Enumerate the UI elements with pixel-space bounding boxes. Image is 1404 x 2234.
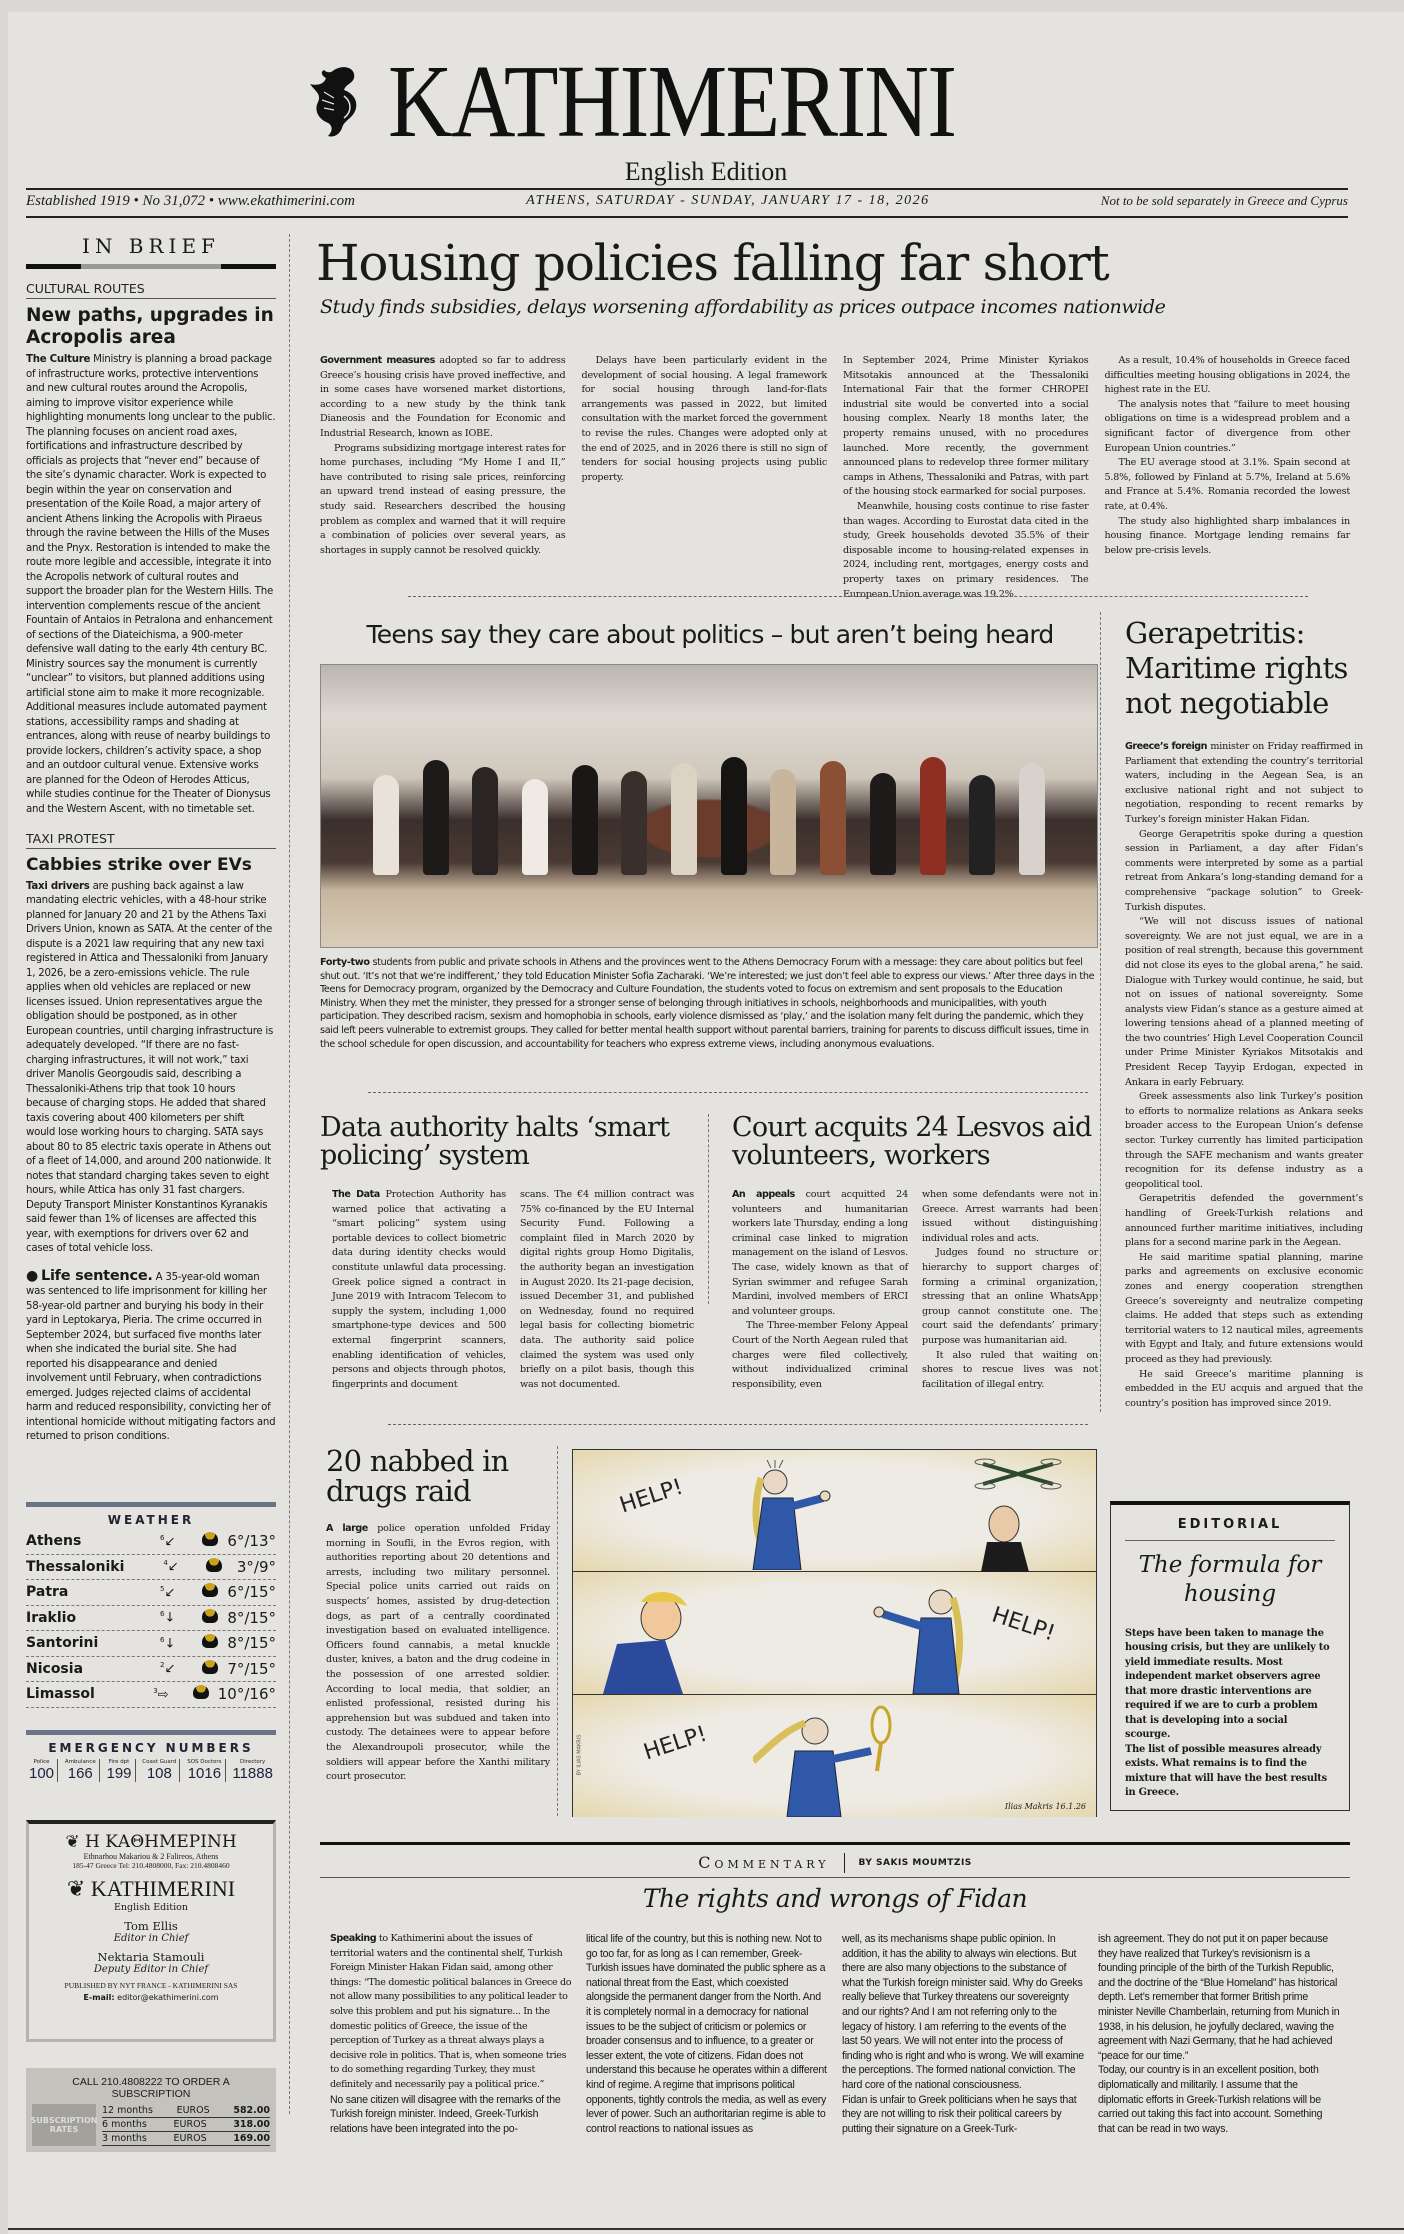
wind-arrow-icon: $^6$↓ — [160, 1610, 176, 1626]
weather-row — [26, 1631, 276, 1657]
help-speech: HELP! — [640, 1721, 711, 1766]
rain-cloud-icon — [184, 1685, 218, 1703]
emergency-number — [229, 1759, 276, 1782]
commentary-col-4: ish agreement. They do not put it on paper because they have realized that Turkey’s revisionism is a founding principle of the birth of the Turkish Republic, and the doctrine of the “Blue Homeland” has historical depth. Let’s remember that former British prime minister Neville Chamberlain, returning from Munich in 1938, in his delusion, he joyfully declared, waving the agreement with Nazi Germany, that he had achieved “peace for our time.” Today, our country is in an excellent position, both diplomatically and militarily. I assume that the diplomatic efforts in Greek-Turkish relations will be carried out taking this fact into account. Something that can be read in two ways. — [1098, 1933, 1340, 2135]
emergency-label: Police — [33, 1759, 50, 1765]
subscription-box — [26, 2068, 276, 2152]
emergency-label: Directory — [239, 1759, 266, 1765]
imprint-box — [26, 1820, 276, 2042]
photo-people — [361, 755, 1057, 875]
wind-arrow-icon: $^6$↙ — [160, 1533, 176, 1549]
weather-city: Thessaloniki — [26, 1558, 125, 1575]
email-line: E-mail: editor@ekathimerini.com — [83, 1993, 219, 2002]
weather-city: Patra — [26, 1584, 69, 1601]
brief-text: Ministry is planning a broad package of infrastructure works, protective interventions and new cultural routes around the Acropolis, aiming to improve visitor experience while highlighting monuments long unclear to the public. The planning focuses on ancient road axes, fortifications and infrastructure described by officials as projects that “never end” because of the site’s dynamic character. Work is expected to begin within the year on conservation and presentation of the Koile Road, a major artery of ancient Athens linking the Acropolis with Piraeus through the ravine between the Hills of the Muses and the Pnyx. Restoration is intended to make the route more legible and accessible, integrate it into the Acropolis network of cultural routes and support the broader plan for the Western Hills. The intervention complements rescue of the ancient Fountain of Antaios in Petralona and enhancement of sections of the Diateichisma, a 900-meter defensive wall dating to the early 4th century BC. Ministry sources say the monument is currently “unclear” to visitors, but planned additions using artificial stone aim to make it more recognizable. Additional measures include automated payment stations, accessibility ramps and shading at entrances, along with reuse of nearby buildings to provide lockers, children’s activity space, a shop and an outdoor cultural venue. Extensive works are planned for the Odeon of Herodes Atticus, while studies continue for the Theater of Dionysus and the Western Ascent, with no timetable set. — [26, 354, 276, 815]
imprint-title: ❦ KATHIMERINI — [66, 1876, 236, 1901]
brief-body — [26, 880, 276, 1257]
editorial-label: EDITORIAL — [1125, 1517, 1335, 1541]
rain-cloud-icon — [192, 1609, 227, 1627]
brief-headline: Cabbies strike over EVs — [26, 855, 252, 876]
editorial-text: Steps have been taken to manage the housing crisis, but they are unlikely to yield immediate results. Most independent market observers agree that more drastic interventions are required if we are to curb a problem that is developing into a social scourge. The list of possible measures already exists. What remains is to find the mixture that will have the best results in Greece. — [1125, 1627, 1330, 1798]
eu-woman-figure-icon — [723, 1458, 833, 1570]
weather-city: Iraklio — [26, 1609, 77, 1626]
rain-cloud-icon — [192, 1532, 227, 1550]
emergency-number — [103, 1759, 135, 1782]
weather-title: WEATHER — [107, 1513, 195, 1527]
imprint-edition: English Edition — [114, 1902, 188, 1913]
weather-temp: 7°/15° — [227, 1659, 276, 1678]
weather-row — [26, 1606, 276, 1632]
weather-table — [26, 1529, 276, 1708]
column-divider — [1100, 612, 1101, 1412]
bullet-icon: ● — [26, 1267, 38, 1284]
data-story-headline: Data authority halts ‘smart policing’ system — [320, 1112, 670, 1172]
lead-story-body — [320, 354, 1350, 602]
wind-arrow-icon: $^3$⇨ — [153, 1686, 169, 1702]
weather-row — [26, 1657, 276, 1683]
emergency-number — [62, 1759, 100, 1782]
sale-notice: Not to be sold separately in Greece and Cyprus — [1100, 193, 1348, 208]
weather-temp: 8°/15° — [227, 1608, 276, 1627]
students-group-photo — [320, 664, 1098, 948]
in-brief-title: IN BRIEF — [82, 234, 220, 258]
lead-col-2: Delays have been particularly evident in the development of social housing. A legal framework for social housing through land-for-flats arrangements was passed in 2022, but limited consultation with the market forced the government to revise the rules. Changes were adopted only at the end of 2025, and in 2026 there is still no sign of tenders for social housing projects using public property. — [581, 355, 827, 483]
emergency-bar — [26, 1730, 276, 1735]
gerapetritis-body: Greece’s foreign minister on Friday reaffirmed in Parliament that extending the country’s territorial waters, including in the Aegean Sea, is an exclusive national right and not subject to negotiation, responding to recent remarks by Turkey’s foreign minister Hakan Fidan. George Gerapetritis spoke during a question session in Parliament, a day after Fidan’s comments were interpreted by some as a partial retreat from Ankara’s long-standing demand for a comprehensive “package solution” to Greek-Turkish disputes. “We will not discuss issues of national sovereignty. We are not just equal, we are in a position of real strength, because this government did not close its eyes to the global arena,” he said. Dialogue with Turkey would continue, he said, but not on issues of national sovereignty. Some analysts view Fidan’s stance as a gesture aimed at lowering tensions ahead of a planned meeting of the two countries’ High Level Cooperation Council under Prime Minister Kyriakos Mitsotakis and President Recep Tayyip Erdogan, expected in Ankara in early February. Greek assessments also link Turkey’s position to efforts to normalize relations as Ankara seeks broader access to the European Union’s defense sector. Turkey currently has limited participation through the SAFE mechanism and wants greater recognition for its defense industry as a geopolitical tool. Gerapetritis defended the government’s handling of Greek-Turkish relations and announced further maritime initiatives, including plans for a second marine park in the Aegean. He said maritime spatial planning, marine parks and agreements on exclusive economic zones and energy cooperation strengthen Greece’s sovereignty and neutralize competing claims. He added that steps such as extending territorial waters to 12 nautical miles, agreements with Egypt and Italy, and future extensions would proceed as they had previously. He said Greece’s maritime planning is embedded in the EU acquis and argued that the country’s position has improved since 2019. — [1125, 741, 1363, 1409]
brief-headline: Life sentence. — [40, 1267, 153, 1284]
lead-col-4: As a result, 10.4% of households in Greece faced difficulties meeting housing obligations in 2024, the highest rate in the EU. The analysis notes that “failure to meet housing obligations on time is a widespread problem and a significant factor of divergence from other European Union countries.” The EU average stood at 3.1%. Spain second at 5.8%, followed by Finland at 5.7%, Ireland at 5.6% and France at 5.4%. Romania recorded the lowest rate, at 0.4%. The study also highlighted sharp imbalances in housing finance. Mortgage lending remains far below pre-crisis levels. — [1104, 355, 1350, 556]
page-bottom-rule — [8, 2228, 1404, 2230]
lead-headline: Housing policies falling far short — [316, 234, 1109, 292]
dashed-separator — [388, 1424, 1088, 1425]
brief-story — [26, 281, 276, 817]
commentary-separator — [844, 1853, 845, 1873]
editorial-box — [1110, 1501, 1350, 1811]
drugs-story-headline: 20 nabbed in drugs raid — [326, 1444, 509, 1509]
column-divider — [557, 1446, 558, 1816]
commentary-header — [320, 1848, 1350, 1878]
emergency-value: 166 — [67, 1765, 93, 1782]
rain-cloud-icon — [196, 1558, 232, 1576]
weather-city: Athens — [26, 1533, 82, 1550]
subscription-grid — [32, 2104, 270, 2146]
weather-city: Santorini — [26, 1635, 99, 1652]
cartoon-signature: Ilias Makris 16.1.26 — [1004, 1802, 1086, 1811]
wind-arrow-icon: $^2$↙ — [160, 1661, 176, 1677]
rain-cloud-icon — [192, 1660, 227, 1678]
subscription-label: SUBSCRIPTION RATES — [32, 2104, 96, 2146]
weather-temp: 6°/15° — [227, 1583, 276, 1602]
weather-box — [26, 1502, 276, 1708]
masthead-rule-bottom — [26, 216, 1348, 218]
masthead-title: KATHIMERINI — [388, 44, 956, 159]
subscription-rate-row: 6 months EUROS 318.00 — [102, 2119, 270, 2130]
commentary-col-3: well, as its mechanisms shape public opinion. In addition, it has the ability to always win elections. But there are also many objections to the substance of what the Turkish foreign minister said. Why do Greeks really believe that Turkey threatens our sovereignty and our rights? And I am not referring only to the legacy of history. I am referring to the events of the last 50 years. We will not enter into the process of finding who is right and who is wrong. We will examine the perceptions. The formed national conviction. The hard core of the national consciousness. Fidan is unfair to Greek politicians when he says that they are not willing to risk their political careers by putting their signature on a Greek-Turk- — [842, 1933, 1084, 2135]
column-divider — [708, 1114, 709, 1304]
help-speech: HELP! — [988, 1602, 1059, 1647]
help-speech: HELP! — [616, 1474, 687, 1519]
man-blue-suit-figure-icon — [603, 1584, 703, 1694]
weather-temp: 10°/16° — [217, 1685, 276, 1704]
griffin-small-icon: ❦ — [65, 1832, 85, 1852]
cartoon-panel-1 — [573, 1450, 1096, 1572]
rain-cloud-icon — [192, 1583, 227, 1601]
cartoon-panel-2 — [573, 1572, 1096, 1695]
weather-city: Limassol — [26, 1686, 95, 1703]
griffin-logo-icon — [304, 62, 374, 142]
commentary-col-2: litical life of the country, but this is nothing new. Not to go too far, for as long as I can remember, Greek-Turkish issues have dominated the public sphere as a national threat from the East, which coexisted alongside the permanent danger from the North. And it is completely normal in a democracy for national issues to be the subject of criticism or polemics or broader consensus and to influence, to a greater or lesser extent, the vote of citizens. Fidan does not understand this because he operates within a different kind of regime. A regime that imprisons political opponents, tightly controls the media, as well as every lever of power. Such an authoritarian regime is able to control reactions to national issues as — [586, 1933, 827, 2135]
emergency-number — [139, 1759, 180, 1782]
weather-bar — [26, 1502, 276, 1507]
weather-temp: 3°/9° — [236, 1557, 276, 1576]
emergency-value: 108 — [146, 1765, 172, 1782]
emergency-label: SOS Doctors — [187, 1759, 222, 1765]
deputy-role: Deputy Editor in Chief — [93, 1964, 209, 1975]
brief-body — [26, 353, 276, 817]
weather-city: Nicosia — [26, 1660, 84, 1677]
weather-temp: 8°/15° — [227, 1634, 276, 1653]
wind-arrow-icon: $^5$↙ — [160, 1584, 176, 1600]
newspaper-front-page — [8, 12, 1404, 2234]
masthead — [8, 44, 1404, 159]
subscription-rate-row: 3 months EUROS 169.00 — [102, 2133, 270, 2144]
dateline: ATHENS, SATURDAY - SUNDAY, JANUARY 17 - 18, 2026 — [526, 193, 930, 208]
rain-cloud-icon — [192, 1634, 227, 1652]
drone-icon — [973, 1454, 1063, 1494]
commentary-label: Commentary — [698, 1853, 830, 1872]
emergency-value: 100 — [29, 1765, 55, 1782]
brief-kicker: TAXI PROTEST — [26, 831, 276, 849]
emergency-value: 199 — [106, 1765, 132, 1782]
emergency-label: Coast Guard — [142, 1759, 177, 1765]
imprint-address-2: 185-47 Greece Tel: 210.4808000, Fax: 210.4808460 — [72, 1861, 230, 1870]
weather-temp: 6°/13° — [227, 1532, 276, 1551]
brief-text: A 35-year-old woman was sentenced to life imprisonment for killing her 58-year-old partner and burying his body in their yard in Leptokarya, Pieria. The crime occurred in September 2024, but surfaced five months later when she indicated the burial site. She had reported his disappearance and denied involvement until February, when contradictions emerged. Judges rejected claims of accidental harm and reduced responsibility, convicting her of intentional homicide without mitigating factors and returned to prison conditions. — [26, 1271, 276, 1443]
drugs-story-body: A large police operation unfolded Friday morning in Soufli, in the Evros region, with authorities reporting about 20 detentions and arrests, including two military personnel. Special police units carried out raids on suspects’ homes, assisted by drug-detection dogs, as part of a centrally coordinated investigation based on evaluated intelligence. Officers found cannabis, a metal knuckle duster, knives, a baton and the drug codeine in the possession of one arrested soldier. According to local media, that soldier, an enlisted professional, resisted during his apprehension but was subdued and taken into custody. The detainees were to appear before the Alexandroupoli prosecutor, while the soldiers will appear before the Xanthi military court prosecutor. — [326, 1523, 550, 1783]
political-cartoon — [572, 1449, 1097, 1817]
eu-woman-figure-icon — [863, 1578, 993, 1694]
emergency-label: Ambulance — [64, 1759, 96, 1765]
lead-deck: Study finds subsidies, delays worsening affordability as prices outpace incomes nationwide — [320, 296, 1166, 318]
weather-row — [26, 1682, 276, 1708]
email-link[interactable]: editor@ekathimerini.com — [117, 1993, 219, 2002]
gerapetritis-headline: Gerapetritis: Maritime rights not negotiable — [1125, 616, 1348, 720]
deputy-name: Nektaria Stamouli — [97, 1950, 205, 1964]
subscription-rates — [102, 2104, 270, 2146]
column-divider — [289, 234, 290, 2114]
brief-story — [26, 831, 276, 1256]
edition-label: English Edition — [624, 157, 788, 186]
emergency-box — [26, 1730, 276, 1782]
wind-arrow-icon: $^4$↙ — [163, 1559, 179, 1575]
editor-role: Editor in Chief — [113, 1933, 189, 1944]
commentary-byline: BY SAKIS MOUMTZIS — [858, 1857, 972, 1868]
emergency-number — [184, 1759, 225, 1782]
editorial-title: The formula for housing — [1138, 1552, 1322, 1607]
publisher: PUBLISHED BY NYT FRANCE - KATHIMERINI SAS — [64, 1981, 238, 1990]
wind-arrow-icon: $^6$↓ — [160, 1635, 176, 1651]
weather-row — [26, 1555, 276, 1581]
emergency-number — [26, 1759, 58, 1782]
commentary-title: The rights and wrongs of Fidan — [642, 1884, 1028, 1913]
brief-text: are pushing back against a law mandating electric vehicles, with a 48-hour strike planned for January 20 and 21 by the Athens Taxi Drivers Union, known as SATA. At the center of the dispute is a 2021 law requiring that any new taxi registered in Attica and Thessaloniki from January 1, 2026, be a zero-emissions vehicle. The rule applies when old vehicles are replaced or new licenses issued. Union representatives argue the obligation should be postponed, as in other European countries, until charging infrastructure is adequately developed. “If there are no fast-charging infrastructures, it will not work,” taxi driver Manolis Georgoudis said, describing a Thessaloniki-Athens trip that took 10 hours because of charging stops. He added that shared taxis covering about 400 kilometers per shift would lose working hours to charging. SATA says about 80 to 85 electric taxis operate in Athens out of a fleet of 14,000, and around 200 nationwide. It notes that standard charging takes seven to eight hours, while Attica has only 31 fast chargers. Deputy Transport Minister Konstantinos Kyranakis said fewer than 1% of licenses are affected this year, with exemptions for drivers over 62 and cases of total vehicle loss. — [26, 880, 274, 1255]
editor-name: Tom Ellis — [124, 1919, 178, 1933]
griffin-small-icon: ❦ — [66, 1876, 91, 1901]
emergency-title: EMERGENCY NUMBERS — [48, 1741, 254, 1755]
brief-lead: The Culture — [26, 354, 91, 366]
brief-lead: Taxi drivers — [26, 880, 90, 892]
court-story-body: An appeals court acquitted 24 volunteers and humanitarian workers late Thursday, ending a long criminal case linked to migration management on the island of Lesvos. The case, widely known as that of Syrian swimmer and refugee Sarah Mardini, involved members of ERCI and volunteer groups. The Three-member Felony Appeal Court of the North Aegean ruled that charges were filed collectively, without individualized criminal responsibility, even when some defendants were not in Greece. Arrest warrants had been issued without distinguishing individual roles and acts. Judges found no structure or hierarchy to support charges of forming a criminal organization, stressing that an online WhatsApp group cannot constitute one. The court said the defendants’ primary purpose was humanitarian aid. It also ruled that waiting on shores to rescue lives was not facilitation of illegal entry. — [732, 1189, 1098, 1390]
in-brief-bar — [26, 264, 276, 269]
court-story-headline: Court acquits 24 Lesvos aid volunteers, workers — [732, 1112, 1092, 1172]
emergency-numbers — [26, 1759, 276, 1782]
masthead-info-row — [26, 188, 1348, 214]
lead-col-3: In September 2024, Prime Minister Kyriakos Mitsotakis announced at the Thessaloniki International Fair that the former CHROPEI industrial site would be converted into a social housing complex. Nearly 18 months later, the property remains unused, with no procedures launched. More recently, the government announced plans to redevelop three former military camps in Athens, Thessaloniki and Patras, with part of the housing stock earmarked for social purposes. Meanwhile, housing costs continue to rise faster than wages. According to Eurostat data cited in the study, Greek households devoted 35.5% of their disposable income to housing-related expenses in 2024, including rent, mortgages, energy costs and property taxes on primary residences. The European Union average was 19.2%. — [843, 355, 1089, 600]
emergency-value: 1016 — [187, 1765, 222, 1782]
emergency-value: 11888 — [232, 1765, 273, 1782]
lead-col-1: Government measures adopted so far to address Greece’s housing crisis have proved ineffective, and in some cases have worsened market distortions, according to a new study by the think tank Dianeosis and the Foundation for Economic and Industrial Research, known as IOBE. Programs subsidizing mortgage interest rates for home purchases, including “My Home I and II,” have contributed to rising sale prices, reinforcing an upward trend instead of easing pressure, the study said. Researchers described the housing problem as complex and warned that it will require a combination of policies over several years, as shortages in supply cannot be resolved quickly. — [320, 355, 566, 556]
emergency-label: Fire dpt — [108, 1759, 130, 1765]
brief-kicker: CULTURAL ROUTES — [26, 281, 276, 299]
dashed-separator — [368, 1092, 1088, 1093]
eu-woman-mirror-figure-icon — [753, 1701, 903, 1817]
subscription-rate-row: 12 months EUROS 582.00 — [102, 2105, 270, 2116]
brief-headline: New paths, upgrades in Acropolis area — [26, 305, 274, 349]
greek-title: ❦ Η ΚΑΘΗΜΕΡΙΝΗ — [65, 1832, 237, 1852]
photo-caption: Forty-two students from public and private schools in Athens and the provinces went to the Athens Democracy Forum with a message: they care about politics but feel shut out. ‘It’s not that we’re indifferent,’ they told Education Minister Sofia Zacharaki. ‘We’re interested; we just don’t feel able to express our views.’ After three days in the Teens for Democracy program, organized by the Democracy and Culture Foundation, the students voted to focus on extremism and sent proposals to the Education Ministry. When they met the minister, they pressed for a stronger sense of belonging through initiatives in schools, neighborhoods and municipalities, with youth participation. They described racism, sexism and homophobia in schools, early violence dismissed as ‘play,’ and the isolation many felt during the pandemic, which they said left peers vulnerable to extremist groups. They called for better mental health support without parental barriers, training for parents to discuss difficult issues, time in the school schedule for open discussion, and accountability for teachers who express extreme views, including anonymous evaluations. — [320, 957, 1095, 1050]
cartoon-credit: BY ILIAS MAKRIS — [576, 1734, 583, 1776]
weather-row — [26, 1529, 276, 1555]
commentary-body — [330, 1932, 1340, 2136]
teens-headline: Teens say they care about politics – but aren’t being heard — [366, 620, 1054, 649]
weather-row — [26, 1580, 276, 1606]
in-brief-column — [26, 234, 276, 1445]
data-story-body: The Data Protection Authority has warned police that activating a “smart policing” system using portable devices to collect biometric data during identity checks would constitute unlawful data processing. Greek police signed a contract in June 2019 with Intracom Telecom to supply the system, including 1,000 smartphone-type devices and 500 external fingerprint scanners, enabling identification of vehicles, persons and objects through photos, fingerprints and document scans. The €4 million contract was 75% co-financed by the EU Internal Security Fund. Following a complaint filed in March 2020 by digital rights group Homo Digitalis, the authority began an investigation in August 2020. Its 21-page decision, issued December 31, and published on Wednesday, found no required legal basis for collecting biometric data. The authority said police claimed the system was used only briefly on a pilot basis, though this was not documented. — [332, 1189, 694, 1390]
established-info: Established 1919 • No 31,072 • www.ekathimerini.com — [26, 192, 355, 209]
imprint-address-1: Ethnarhou Makariou & 2 Falireos, Athens — [83, 1852, 219, 1861]
cartoon-panel-3 — [573, 1695, 1096, 1817]
dashed-separator — [408, 596, 1308, 597]
commentary-bar — [320, 1842, 1350, 1845]
man-figure-icon — [969, 1502, 1039, 1572]
commentary-col-1: Speaking to Kathimerini about the issues of territorial waters and the continental shelf, Turkish Foreign Minister Hakan Fidan said, among other things: “The domestic political balances in Greece do not allow many possibilities to any political leader to solve this problem and put his signature... In the domestic politics of Greece, the issue of the perception of Turkey as a threat always plays a decisive role in politics. That is, when someone tries to do something regarding Turkey, they must definitely and necessarily pay a political price.” No sane citizen will disagree with the remarks of the Turkish foreign minister. Indeed, Greek-Turkish relations have been integrated into the po- — [330, 1933, 572, 2135]
subscription-call: CALL 210.4808222 TO ORDER A SUBSCRIPTION — [72, 2076, 230, 2100]
brief-story — [26, 1269, 276, 1445]
